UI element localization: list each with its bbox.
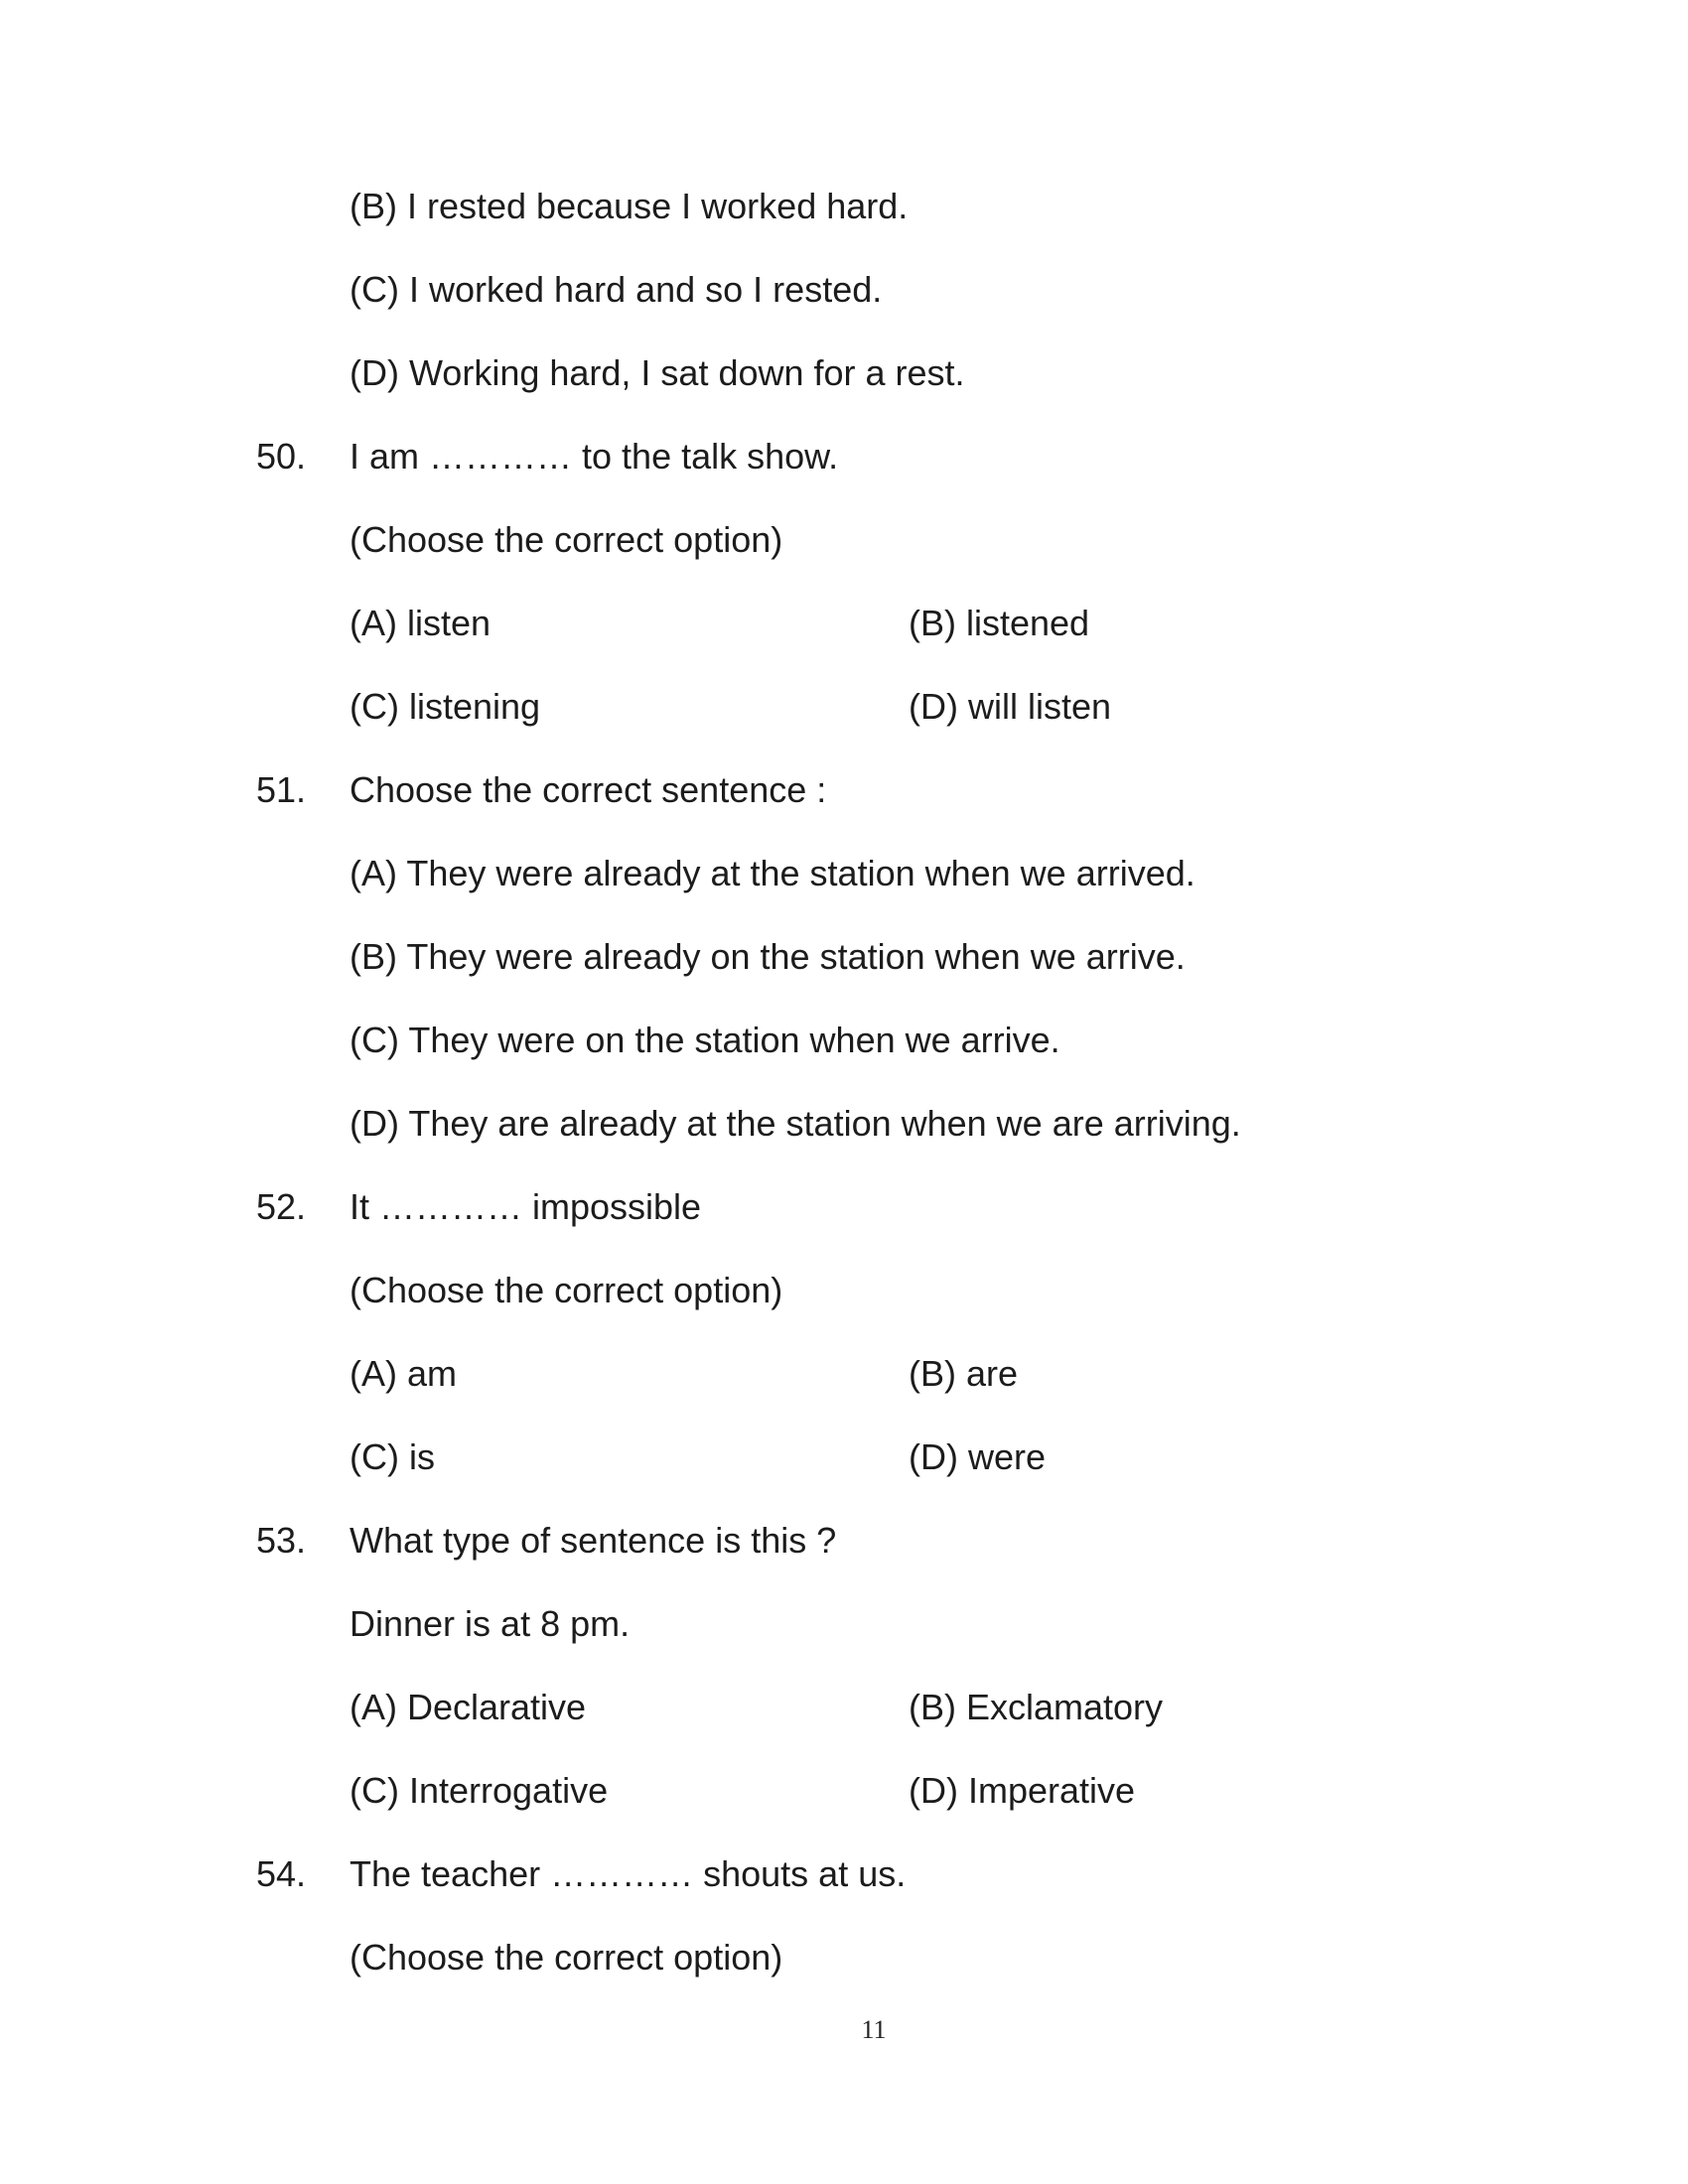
- option-b: (B) are: [909, 1353, 1019, 1394]
- option-d: (D) will listen: [909, 686, 1112, 727]
- option-a: (A) They were already at the station when we arrived.: [350, 853, 1196, 893]
- option-c: (C) is: [350, 1436, 435, 1477]
- question-text: It ………… impossible: [350, 1186, 702, 1227]
- option-c: (C) They were on the station when we arrive.: [350, 1020, 1060, 1060]
- option-c: (C) listening: [350, 686, 541, 727]
- question-text: Choose the correct sentence :: [350, 769, 827, 810]
- question-number: 51.: [256, 769, 307, 810]
- question-text: What type of sentence is this ?: [350, 1520, 837, 1561]
- question-instruction: (Choose the correct option): [350, 1937, 783, 1978]
- option-c: (C) Interrogative: [350, 1770, 609, 1811]
- question-sentence: Dinner is at 8 pm.: [350, 1603, 631, 1644]
- question-instruction: (Choose the correct option): [350, 519, 783, 560]
- option-d: (D) Imperative: [909, 1770, 1136, 1811]
- option-d: (D) were: [909, 1436, 1047, 1477]
- option-a: (A) listen: [350, 603, 492, 643]
- question-number: 52.: [256, 1186, 307, 1227]
- option-d: (D) They are already at the station when we are arriving.: [350, 1103, 1241, 1144]
- question-instruction: (Choose the correct option): [350, 1270, 783, 1310]
- page-number: 11: [861, 2015, 887, 2044]
- question-number: 53.: [256, 1520, 307, 1561]
- question-text: The teacher ………… shouts at us.: [350, 1853, 907, 1894]
- option-d: (D) Working hard, I sat down for a rest.: [350, 352, 965, 393]
- question-text: I am ………… to the talk show.: [350, 436, 839, 477]
- option-b: (B) They were already on the station when we arrive.: [350, 936, 1186, 977]
- option-b: (B) Exclamatory: [909, 1687, 1164, 1727]
- option-a: (A) Declarative: [350, 1687, 587, 1727]
- option-b: (B) listened: [909, 603, 1090, 643]
- option-c: (C) I worked hard and so I rested.: [350, 269, 883, 310]
- option-b: (B) I rested because I worked hard.: [350, 186, 909, 226]
- question-number: 54.: [256, 1853, 307, 1894]
- option-a: (A) am: [350, 1353, 457, 1394]
- question-number: 50.: [256, 436, 307, 477]
